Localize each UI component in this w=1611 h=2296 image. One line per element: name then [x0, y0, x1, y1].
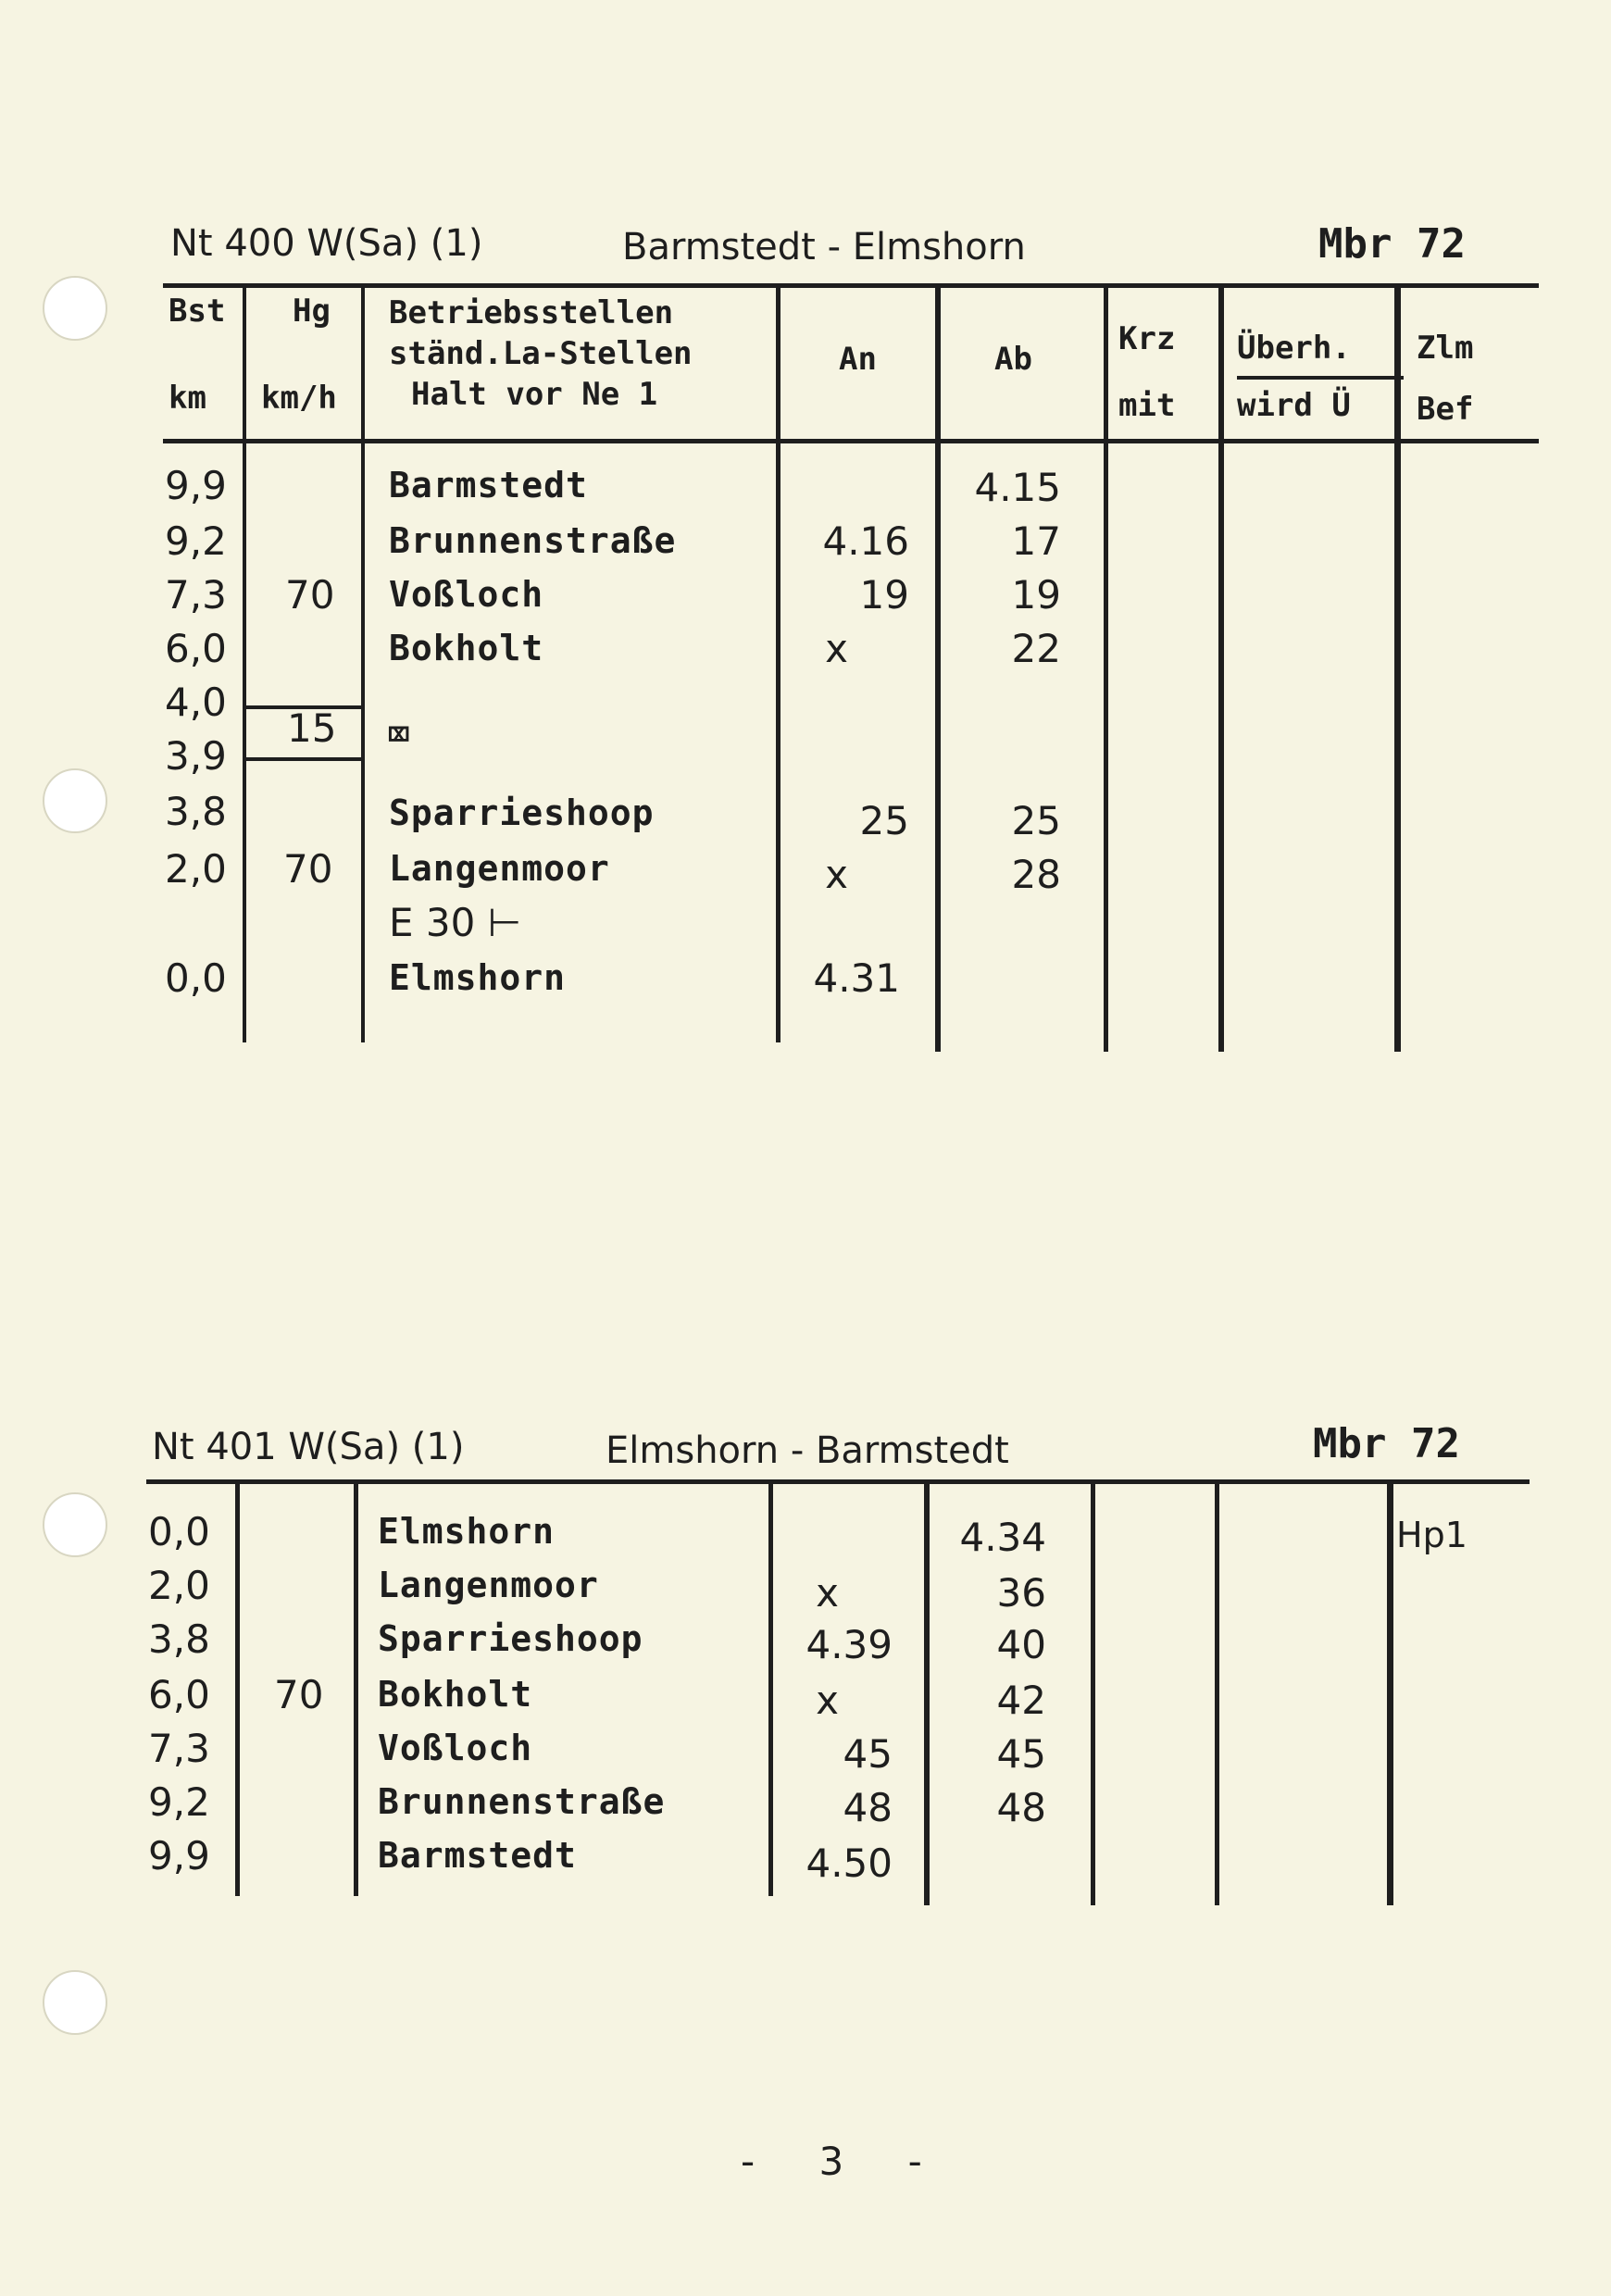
- row-departure: 42: [996, 1678, 1046, 1723]
- hdr-km: km: [169, 380, 206, 417]
- row-km: 9,9: [165, 463, 227, 508]
- punch-hole: [43, 1970, 107, 2035]
- row-station: Brunnenstraße: [389, 520, 677, 561]
- row-departure: 36: [996, 1570, 1046, 1616]
- hdr-la-stellen: ständ.La-Stellen: [389, 335, 693, 372]
- speed-box-bottom: [243, 757, 363, 761]
- col-line: [243, 283, 246, 1042]
- row-arrival: 4.50: [806, 1841, 893, 1886]
- book-ref: Mbr 72: [1313, 1420, 1460, 1467]
- row-departure: 28: [1011, 852, 1061, 897]
- row-km: 6,0: [148, 1672, 210, 1717]
- row-arrival: 48: [843, 1785, 893, 1830]
- row-km: 0,0: [165, 955, 227, 1001]
- hdr-betriebsstellen: Betriebsstellen: [389, 294, 674, 331]
- col-line: [1387, 1479, 1393, 1905]
- row-station: Sparrieshoop: [389, 792, 655, 833]
- row-arrival: x: [825, 626, 848, 671]
- row-departure: 22: [1011, 626, 1061, 671]
- row-station: Brunnenstraße: [378, 1781, 666, 1822]
- col-line: [354, 1479, 358, 1896]
- row-speed: 70: [274, 1672, 324, 1717]
- col-line: [1394, 283, 1401, 1052]
- hdr-ab: Ab: [994, 341, 1032, 378]
- row-km: 6,0: [165, 626, 227, 671]
- row-station: Langenmoor: [389, 848, 610, 889]
- row-departure: 19: [1011, 572, 1061, 618]
- col-line: [1218, 283, 1224, 1052]
- row-km: 3,9: [165, 733, 227, 779]
- hdr-uberh: Überh.: [1237, 330, 1351, 367]
- row-km: 7,3: [148, 1726, 210, 1771]
- hdr-bst: Bst: [169, 293, 226, 330]
- row-km: 2,0: [165, 846, 227, 892]
- row-km: 4,0: [165, 680, 227, 725]
- row-km: 9,2: [165, 518, 227, 564]
- stop-note: Hp1: [1396, 1515, 1467, 1555]
- hdr-zlm: Zlm: [1417, 330, 1474, 367]
- row-station: Voßloch: [378, 1728, 533, 1768]
- row-departure: 4.34: [959, 1515, 1046, 1560]
- tunnel-symbol: ⌧: [387, 711, 412, 756]
- row-station: Bokholt: [378, 1674, 533, 1715]
- row-station: Sparrieshoop: [378, 1618, 643, 1659]
- row-arrival: 4.31: [813, 955, 900, 1001]
- row-arrival: 45: [843, 1731, 893, 1777]
- row-km: 3,8: [148, 1616, 210, 1662]
- rule-uberh: [1237, 376, 1404, 380]
- row-station: Barmstedt: [389, 465, 588, 505]
- hdr-halt: Halt vor Ne 1: [411, 376, 658, 413]
- row-station: Langenmoor: [378, 1565, 599, 1605]
- punch-hole: [43, 276, 107, 341]
- book-ref: Mbr 72: [1318, 220, 1466, 268]
- row-departure: 17: [1011, 518, 1061, 564]
- row-km: 7,3: [165, 572, 227, 618]
- col-line: [1215, 1479, 1219, 1905]
- hdr-bef: Bef: [1417, 391, 1474, 428]
- row-departure: 25: [1011, 798, 1061, 843]
- hdr-kmh: km/h: [261, 380, 337, 417]
- row-speed: 70: [283, 846, 333, 892]
- col-line: [776, 283, 781, 1042]
- row-departure: 45: [996, 1731, 1046, 1777]
- row-signal: E 30 ⊢: [389, 900, 522, 945]
- col-line: [1091, 1479, 1095, 1905]
- col-line: [1104, 283, 1108, 1052]
- hdr-krz: Krz: [1118, 320, 1176, 357]
- hdr-wird-u: wird Ü: [1237, 387, 1351, 424]
- punch-hole: [43, 1492, 107, 1557]
- row-station: Elmshorn: [389, 957, 567, 998]
- row-arrival: 25: [859, 798, 909, 843]
- hdr-an: An: [839, 341, 877, 378]
- row-departure: 40: [996, 1622, 1046, 1667]
- row-station: Elmshorn: [378, 1511, 556, 1552]
- col-line: [768, 1479, 773, 1896]
- punch-hole: [43, 768, 107, 833]
- rule-header: [163, 439, 1539, 443]
- rule-top: [163, 283, 1539, 288]
- row-speed: 15: [287, 705, 337, 751]
- route-title: Elmshorn - Barmstedt: [606, 1429, 1009, 1472]
- hdr-hg: Hg: [293, 293, 331, 330]
- col-line: [235, 1479, 240, 1896]
- row-km: 0,0: [148, 1509, 210, 1554]
- row-km: 9,2: [148, 1779, 210, 1825]
- row-arrival: x: [816, 1570, 839, 1616]
- row-station: Barmstedt: [378, 1835, 577, 1876]
- train-title: Nt 401 W(Sa) (1): [152, 1426, 465, 1468]
- page-number: - 3 -: [741, 2139, 948, 2184]
- row-arrival: 19: [859, 572, 909, 618]
- row-km: 3,8: [165, 789, 227, 834]
- row-departure: 48: [996, 1785, 1046, 1830]
- row-arrival: x: [825, 852, 848, 897]
- row-arrival: x: [816, 1678, 839, 1723]
- row-arrival: 4.39: [806, 1622, 893, 1667]
- row-speed: 70: [285, 572, 335, 618]
- hdr-mit: mit: [1118, 387, 1176, 424]
- col-line: [361, 283, 365, 1042]
- row-km: 2,0: [148, 1563, 210, 1608]
- row-departure: 4.15: [974, 465, 1061, 510]
- col-line: [924, 1479, 930, 1905]
- col-line: [935, 283, 941, 1052]
- row-arrival: 4.16: [822, 518, 909, 564]
- row-station: Bokholt: [389, 628, 544, 668]
- row-km: 9,9: [148, 1833, 210, 1878]
- row-station: Voßloch: [389, 574, 544, 615]
- route-title: Barmstedt - Elmshorn: [622, 226, 1026, 268]
- train-title: Nt 400 W(Sa) (1): [170, 222, 483, 265]
